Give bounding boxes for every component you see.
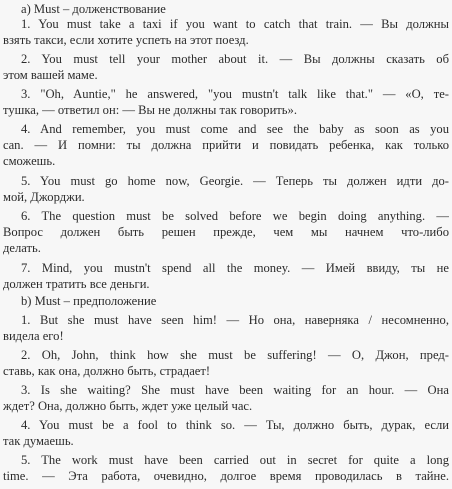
example-line: Вопрос должен быть решен прежде, чем мы начнем что-либо — [3, 225, 449, 239]
example-line: сможешь. — [3, 154, 56, 168]
example-line: 2. You must tell your mother about it. — Вы должны сказать об — [21, 52, 449, 66]
example-line: 1. But she must have seen him! — Но она, наверняка / несомненно, — [21, 313, 449, 327]
example-line: can. — И помни: ты должна прийти и повидать ребенка, как только — [3, 138, 449, 152]
example-line: делать. — [3, 241, 41, 255]
example-line: видела его! — [3, 329, 64, 343]
example-line: ставь, как она, должно быть, страдает! — [3, 364, 211, 378]
example-line: 5. You must go home now, Georgie. — Теперь ты должен идти до- — [21, 174, 449, 188]
example-line: 1. You must take a taxi if you want to catch that train. — Вы должны — [21, 17, 449, 31]
example-line: так думаешь. — [3, 434, 74, 448]
example-line: 2. Oh, John, think how she must be suffering! — О, Джон, пред- — [21, 348, 449, 362]
example-line: взять такси, если хотите успеть на этот поезд. — [3, 33, 249, 47]
example-line: этом вашей маме. — [3, 68, 98, 82]
example-line: тушка, — ответил он: — Вы не должны так говорить». — [3, 103, 297, 117]
example-line: ждет? Она, должно быть, ждет уже целый час. — [3, 399, 253, 413]
example-line: 3. Is she waiting? She must have been waiting for an hour. — Она — [21, 383, 449, 397]
example-line: 6. The question must be solved before we begin doing anything. — — [21, 209, 449, 223]
section-heading-must-supposition: b) Must – предположение — [21, 294, 157, 308]
example-line: должен тратить все деньги. — [3, 277, 150, 291]
example-line: 5. The work must have been carried out in secret for quite a long — [21, 453, 449, 467]
example-line: 4. And remember, you must come and see the baby as soon as you — [21, 122, 449, 136]
example-line: 3. "Oh, Auntie," he answered, "you mustn't talk like that." — «О, те- — [21, 87, 449, 101]
example-line: 4. You must be a fool to think so. — Ты, должно быть, дурак, если — [21, 418, 449, 432]
example-line: time. — Эта работа, очевидно, долгое время проводилась в тайне. — [3, 469, 449, 483]
example-line: мой, Джорджи. — [3, 190, 85, 204]
section-heading-must-obligation: a) Must – долженствование — [21, 2, 166, 16]
example-line: 7. Mind, you mustn't spend all the money. — Имей ввиду, ты не — [21, 261, 449, 275]
